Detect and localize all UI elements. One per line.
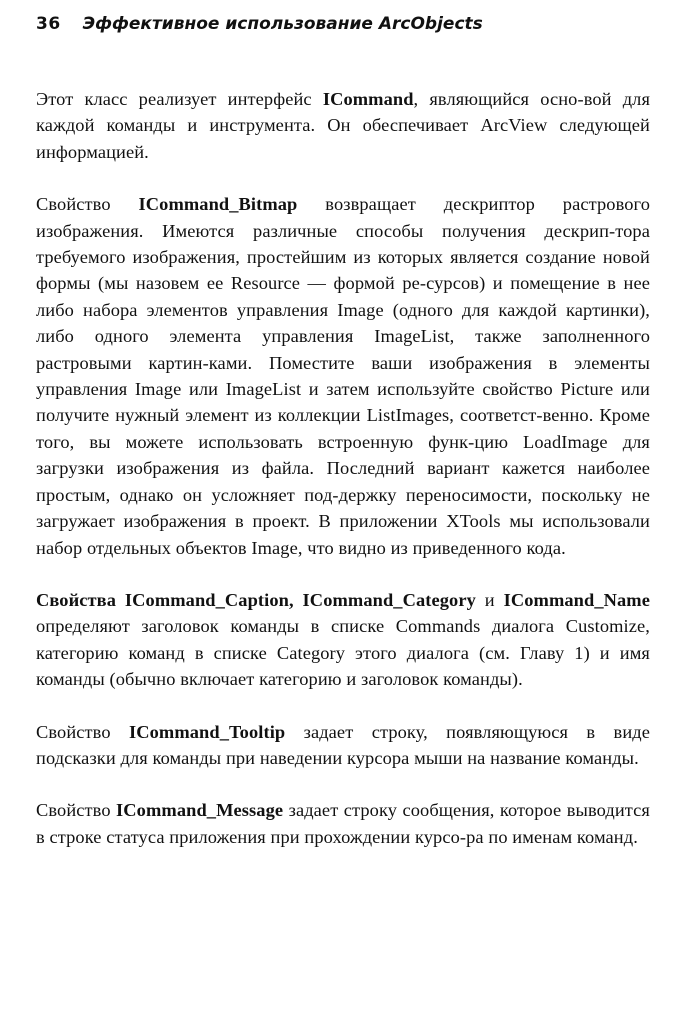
paragraph-caption-category-name [36,587,650,693]
paragraph-message [36,797,650,850]
paragraph-tooltip [36,719,650,772]
term-properties-caption-category: Свойства ICommand_Caption, ICommand_Category [36,589,476,610]
text-segment: задает строку, появляющуюся в виде подсказки для команды при наведении курсора мыши на название команды. [36,721,650,768]
term-icommand: ICommand [322,89,414,109]
running-header [36,14,650,42]
term-icommand-message: ICommand_Message [116,800,284,821]
text-segment: определяют заголовок команды в списке Commands диалога Customize, категорию команд в списке Category этого диалога (см. Главу 1) и имя команды (обычно включает категорию и заголовок команды). [36,616,650,690]
text-segment: Этот класс реализует интерфейс [36,89,323,109]
paragraph-icommand-intro [36,86,650,165]
running-title: Эффективное использование ArcObjects [82,14,483,34]
term-icommand-tooltip: ICommand_Tooltip [128,721,286,742]
text-segment: задает строку сообщения, которое выводится в строке статуса приложения при прохождении курсо-ра по именам команд. [36,800,650,847]
paragraph-bitmap [36,191,650,561]
term-icommand-name: ICommand_Name [503,589,650,610]
text-segment: Свойство [36,721,129,742]
text-segment: возвращает дескриптор растрового изображения. Имеются различные способы получения дескрип-тора требуемого изображения, простейшим из которых является создание новой формы (мы назовем ее Resource — формой ре-сурсов) и помещение в нее либо набора элементов управления Image (одного для каждой картинки), либо одного элемента управления ImageList, также заполненного растровыми картин-ками. Поместите ваши изображения в элементы управления Image или ImageList и затем используйте свойство Picture или получите нужный элемент из коллекции ListImages, соответст-венно. Кроме того, вы можете использовать встроенную функ-цию LoadImage для загрузки изображения из файла. Последний вариант кажется наиболее простым, однако он усложняет под-держку переносимости, поскольку не загружает изображения в проект. В приложении XTools мы использовали набор отдельных объектов Image, что видно из приведенного кода. [36,194,650,558]
text-segment: Свойство [36,800,117,821]
text-segment: , являющийся осно-вой для каждой команды и инструмента. Он обеспечивает ArcView следующей информацией. [36,89,650,162]
text-segment: и [475,589,504,610]
text-segment: Свойство [36,194,139,215]
term-icommand-bitmap: ICommand_Bitmap [138,194,298,215]
page-number: 36 [36,14,61,34]
